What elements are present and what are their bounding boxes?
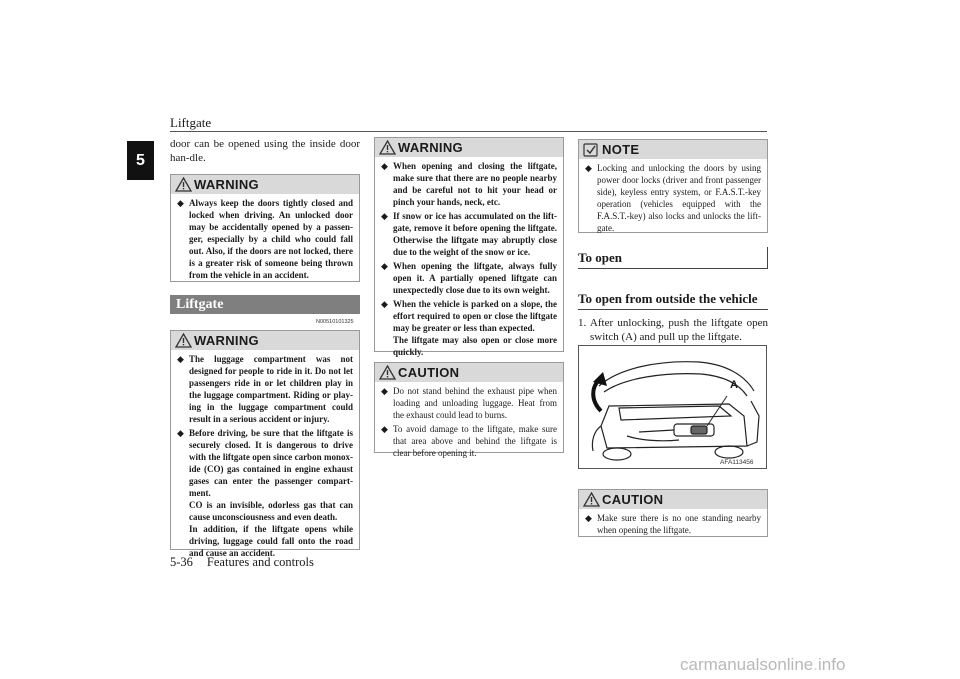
section-title-liftgate: Liftgate <box>170 295 360 314</box>
note-box-locking <box>578 139 768 233</box>
bullet-diamond-icon: ◆ <box>585 513 592 523</box>
warning-triangle-icon <box>175 333 192 348</box>
caution-header <box>375 363 563 382</box>
liftgate-illustration <box>578 345 767 469</box>
document-code: N00510101325 <box>316 319 354 325</box>
heading-to-open-outside: To open from outside the vehicle <box>578 291 768 310</box>
warning-triangle-icon <box>175 177 192 192</box>
warning-header <box>375 138 563 157</box>
caution-item: ◆ Do not stand behind the exhaust pipe when loading and unloading luggage. Heat from the exhaust could lead to burns. <box>381 386 557 420</box>
bullet-diamond-icon: ◆ <box>381 261 388 271</box>
warning-item: ◆ If snow or ice has accumulated on the lift-gate, remove it before opening the liftgate. Otherwise the liftgate may abruptly close due to the weight of the snow or ice. <box>381 211 557 257</box>
warning-item-paragraph: CO is an invisible, odorless gas that can cause unconsciousness and even death. <box>189 500 353 522</box>
note-header <box>579 140 767 159</box>
footer-section: Features and controls <box>206 555 314 569</box>
caution-triangle-icon <box>583 492 600 507</box>
note-item: ◆ Locking and unlocking the doors by using power door locks (driver and front passenger side), keyless entry system, or F.A.S.T.-key operation (vehicles equipped with the F.A.S.T.-key) also locks and unlocks the lift-gate. <box>585 163 761 233</box>
bullet-diamond-icon: ◆ <box>381 386 388 396</box>
bullet-diamond-icon: ◆ <box>381 424 388 434</box>
bullet-diamond-icon: ◆ <box>177 354 184 364</box>
bullet-diamond-icon: ◆ <box>381 211 388 221</box>
header-divider <box>170 131 767 132</box>
warning-item: ◆ The luggage compartment was not designed for people to ride in it. Do not let passengers ride in or let children play in the luggage compartment. Riding or play-ing in the luggage compartment could result in a serious accident or injury. <box>177 354 353 424</box>
intro-text: door can be opened using the inside door han-dle. <box>170 138 360 164</box>
warning-label: WARNING <box>194 333 259 348</box>
warning-label: WARNING <box>398 140 463 155</box>
page-footer <box>170 555 314 570</box>
warning-label: WARNING <box>194 177 259 192</box>
caution-label: CAUTION <box>398 365 460 380</box>
warning-item: ◆ When the vehicle is parked on a slope, the effort required to open or close the liftgate may be greater or less than expected. <box>381 299 557 333</box>
caution-label: CAUTION <box>602 492 664 507</box>
warning-item: ◆ Before driving, be sure that the liftgate is securely closed. It is dangerous to drive with the liftgate open since carbon monox-ide (CO) gas contained in engine exhaust gases can enter the passenger compart-ment. <box>177 428 353 498</box>
warning-item: ◆ Always keep the doors tightly closed and locked when driving. An unlocked door may be accidentally opened by a passen-ger, especially by a child who could fall out. Also, if the doors are not locked, there is a greater risk of someone being thrown from the vehicle in an accident. <box>177 198 353 280</box>
bullet-diamond-icon: ◆ <box>381 299 388 309</box>
caution-item: ◆ To avoid damage to the liftgate, make sure that area above and behind the liftgate is clear before opening it. <box>381 424 557 458</box>
warning-box-liftgate <box>374 137 564 357</box>
warning-item-paragraph: The liftgate may also open or close more quickly. <box>393 335 557 357</box>
warning-header <box>171 175 359 194</box>
page-number: 5-36 <box>170 555 193 569</box>
warning-item: ◆ When opening the liftgate, always fully open it. A partially opened liftgate can unexpectedly close due to its own weight. <box>381 261 557 295</box>
caution-box-standing <box>578 489 768 537</box>
note-checkmark-icon <box>583 143 599 157</box>
vehicle-rear-drawing <box>579 346 766 468</box>
warning-item: ◆ When opening and closing the liftgate, make sure that there are no people nearby and be careful not to hit your head or pinch your hands, neck, etc. <box>381 161 557 207</box>
step-1-text: 1. After unlocking, push the liftgate open switch (A) and pull up the liftgate. <box>578 317 768 343</box>
caution-triangle-icon <box>379 365 396 380</box>
bullet-diamond-icon: ◆ <box>177 428 184 438</box>
caution-header <box>579 490 767 509</box>
warning-header <box>171 331 359 350</box>
warning-item-paragraph: In addition, if the liftgate opens while driving, luggage could fall onto the road and cause an accident. <box>189 524 353 558</box>
bullet-diamond-icon: ◆ <box>381 161 388 171</box>
page-header-title: Liftgate <box>170 115 212 130</box>
warning-triangle-icon <box>379 140 396 155</box>
warning-box-door-lock <box>170 174 360 282</box>
note-label: NOTE <box>602 142 640 157</box>
figure-id: AFA113456 <box>720 459 754 466</box>
heading-to-open: To open <box>578 247 768 269</box>
warning-box-luggage <box>170 330 360 558</box>
watermark: carmanualsonline.info <box>680 655 846 674</box>
chapter-tab: 5 <box>127 141 154 180</box>
caution-box-exhaust <box>374 362 564 458</box>
caution-item: ◆ Make sure there is no one standing nearby when opening the liftgate. <box>585 513 761 535</box>
figure-callout-a: A <box>730 379 738 391</box>
bullet-diamond-icon: ◆ <box>177 198 184 208</box>
bullet-diamond-icon: ◆ <box>585 163 592 173</box>
